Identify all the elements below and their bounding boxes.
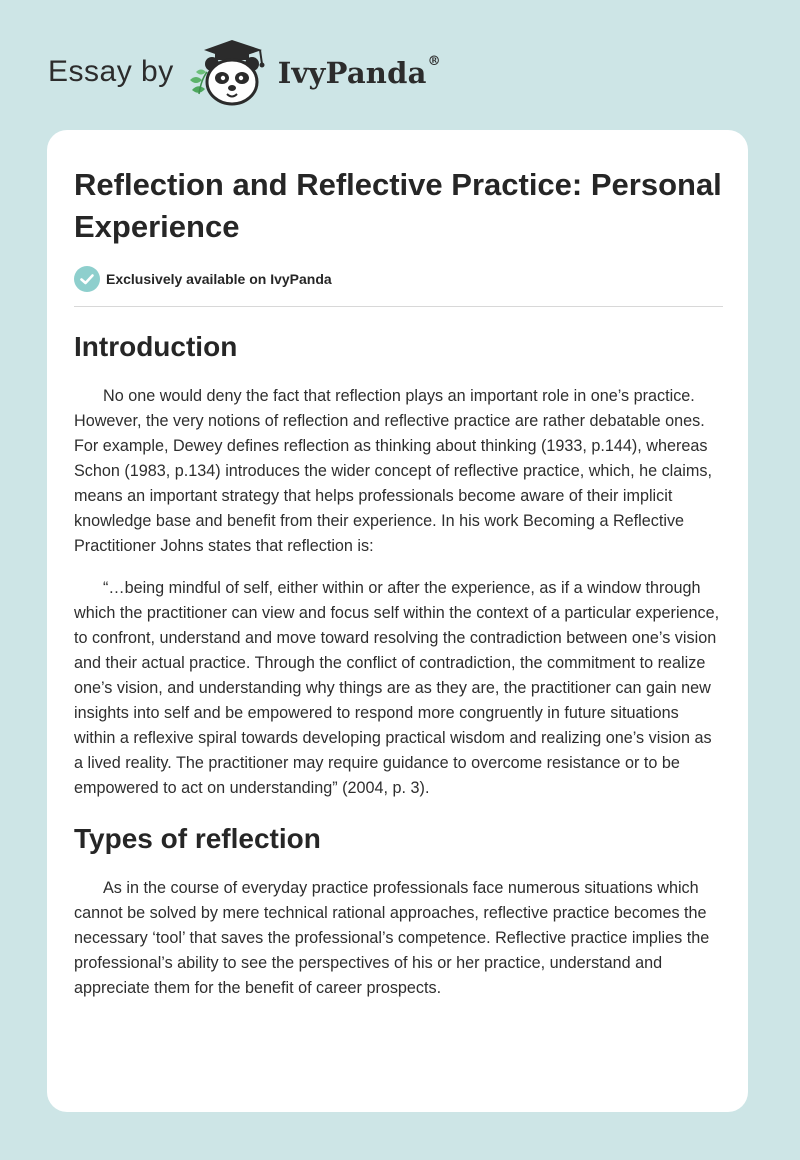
exclusive-label: Exclusively available on IvyPanda: [106, 271, 332, 287]
essay-content: [74, 164, 723, 1001]
ivypanda-logo-icon[interactable]: [182, 36, 274, 108]
brand-name: IvyPanda: [277, 56, 427, 90]
section-heading-introduction: Introduction: [74, 331, 238, 362]
panda-face-icon: [205, 57, 259, 104]
divider: [74, 306, 723, 307]
essay-card: [47, 130, 748, 1112]
paragraph: As in the course of everyday practice professionals face numerous situations which cannot be solved by mere technical rational approaches, reflective practice becomes the necessary ‘tool’ that saves the professional’s competence. Reflective practice implies the professional’s ability to see the perspectives of his or her practice, understand and appreciate them for the benefit of career prospects.: [74, 879, 710, 997]
essay-by-label: Essay by: [48, 55, 174, 88]
section-heading-types-of-reflection: Types of reflection: [74, 823, 321, 854]
site-header: [48, 36, 441, 108]
page-title: Reflection and Reflective Practice: Personal Experience: [74, 167, 722, 244]
ivy-leaf-icon: [190, 70, 207, 95]
ivypanda-brand[interactable]: [278, 56, 441, 90]
exclusive-badge: [74, 265, 723, 293]
registered-mark: ®: [427, 54, 441, 69]
check-circle-icon: [74, 266, 100, 292]
quote-paragraph: “…being mindful of self, either within or after the experience, as if a window through which the practitioner can view and focus self within the context of a particular experience, to confront, understand and move toward resolving the contradiction between one’s vision and their actual practice. Through the conflict of contradiction, the commitment to realize one’s vision, and understanding why things are as they are, the practitioner can gain new insights into self and be empowered to respond more congruently in future situations within a reflexive spiral towards developing practical wisdom and realizing one’s vision as a lived reality. The practitioner may require guidance to overcome resistance or to be empowered to act on understanding” (2004, p. 3).: [74, 579, 720, 797]
paragraph: No one would deny the fact that reflection plays an important role in one’s practice. However, the very notions of reflection and reflective practice are rather debatable ones. For example, Dewey defines reflection as thinking about thinking (1933, p.144), whereas Schon (1983, p.134) introduces the wider concept of reflective practice, which, he claims, means an important strategy that helps professionals become aware of their implicit knowledge base and benefit from their experience. In his work Becoming a Reflective Practitioner Johns states that reflection is:: [74, 387, 712, 555]
